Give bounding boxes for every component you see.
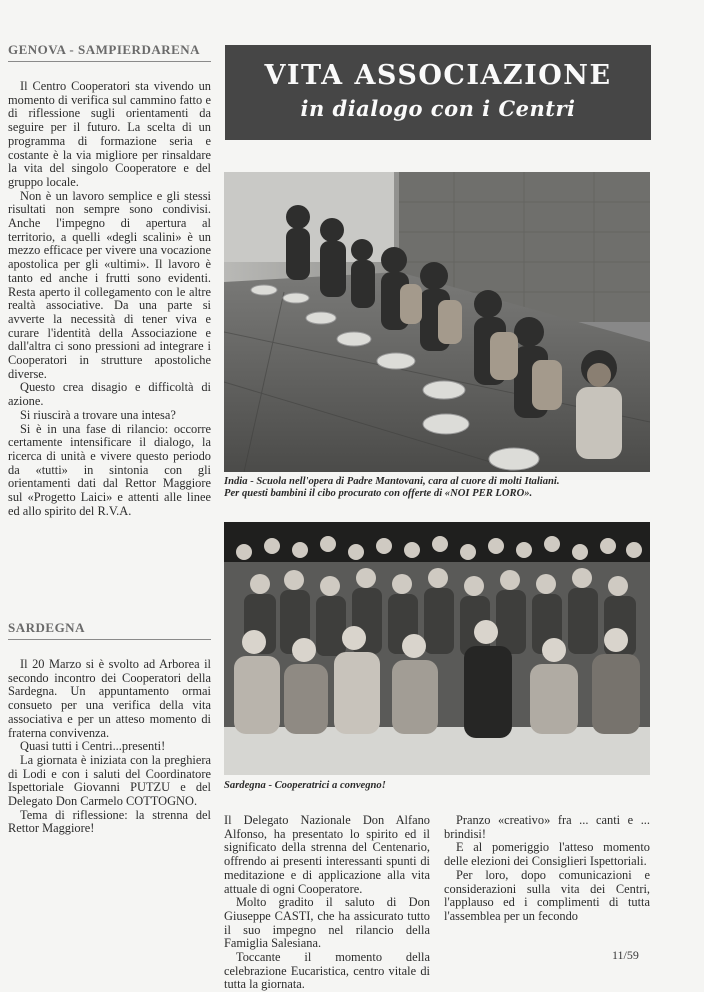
sardegna-paragraph: Toccante il momento della celebrazione Eucaristica, centro vitale di tutta la giornata. [224,950,430,992]
genova-paragraph: Questo crea disagio e difficoltà di azione. [8,380,211,409]
sardegna-body-col3 [444,814,650,924]
sardegna-paragraph: E al pomeriggio l'atteso momento delle elezioni dei Consiglieri Ispettoriali. [444,840,650,869]
sardegna-paragraph: Quasi tutti i Centri...presenti! [20,739,166,754]
genova-paragraph: Non è un lavoro semplice e gli stessi risultati non sempre sono condivisi. Anche l'impegno di apertura al territorio, a quelli «degli scalini» è un mezzo efficace per vivere una vocazione apostolica per gli «ultimi». Il lavoro è tanto ed anche i frutti sono evidenti. Resta aperto il collegamento con le altre realtà associative. Da una parte si avverte la necessità di tener viva e curare l'identità della Associazione e dall'altra ci sono pressioni ad integrare i Cooperatori in strutture apostoliche diverse. [8,188,211,381]
genova-section [8,42,211,519]
sardegna-group-photo [224,522,650,775]
header-banner [225,45,651,140]
sardegna-section [8,620,211,836]
genova-paragraph: Si è in una fase di rilancio: occorre certamente intensificare il dialogo, la ricerca di unità e vivere questo periodo da «tutti» in sintonia con gli orientamenti dati dal Rettor Maggiore sul «Progetto Laici» e attenti alle linee ed allo spirito del R.V.A. [8,421,211,518]
sardegna-paragraph: Tema di riflessione: la strenna del Rettor Maggiore! [8,807,211,836]
india-children-photo [224,172,650,472]
genova-rule [8,61,211,62]
sardegna-rule [8,639,211,640]
india-caption-line1: India - Scuola nell'opera di Padre Mantovani, cara al cuore di molti Italiani. [224,476,560,487]
sardegna-paragraph: Pranzo «creativo» fra ... canti e ... brindisi! [444,813,650,841]
banner-title: VITA ASSOCIAZIONE [264,60,612,91]
sardegna-paragraph: Il Delegato Nazionale Don Alfano Alfonso, ha presentato lo spirito ed il significato della strenna del Centenario, offrendo ai presenti interessanti spunti di meditazione e di applicazione alla vita attuale di ogni Cooperatore. [224,813,430,896]
india-caption-line2: Per questi bambini il cibo procurato con offerte di «NOI PER LORO». [224,488,533,499]
genova-paragraph: Il Centro Cooperatori sta vivendo un momento di verifica sul cammino fatto e di riflessione sugli orientamenti da seguire per il futuro. La scelta di un programma di formazione seria e costante è la via migliore per rinsaldare la vita del singolo Cooperatore e del gruppo locale. [8,79,211,189]
sardegna-paragraph: Molto gradito il saluto di Don Giuseppe CASTI, che ha assicurato tutto il suo impegno nel rilancio della Famiglia Salesiana. [224,895,430,951]
sardegna-photo-caption: Sardegna - Cooperatrici a convegno! [224,780,386,791]
india-photo-caption [224,476,656,500]
sardegna-paragraph: La giornata è iniziata con la preghiera di Lodi e con i saluti del Coordinatore Ispettoriale Giovanni PUTZU e del Delegato Don Carmelo COTTOGNO. [8,752,211,809]
genova-paragraph: Si riuscirà a trovare una intesa? [20,407,176,422]
banner-subtitle: in dialogo con i Centri [300,96,576,121]
sardegna-paragraph: Per loro, dopo comunicazioni e considerazioni sulla vita dei Centri, l'applauso ed i complimenti di tutta l'assemblea per un fecondo [444,867,650,923]
sardegna-group-image [224,522,650,775]
genova-title: GENOVA - SAMPIERDARENA [8,42,201,57]
sardegna-paragraph: Il 20 Marzo si è svolto ad Arborea il secondo incontro dei Cooperatori della Sardegna. Un appuntamento ormai consueto per una verifica della vita associativa e per un atteso momento di fraterna convivenza. [8,657,211,740]
sardegna-title: SARDEGNA [8,620,85,635]
page-number: 11/59 [612,948,639,962]
genova-body [8,80,211,519]
sardegna-body-col1 [8,658,211,836]
india-children-image [224,172,650,472]
sardegna-body-col2 [224,814,430,992]
